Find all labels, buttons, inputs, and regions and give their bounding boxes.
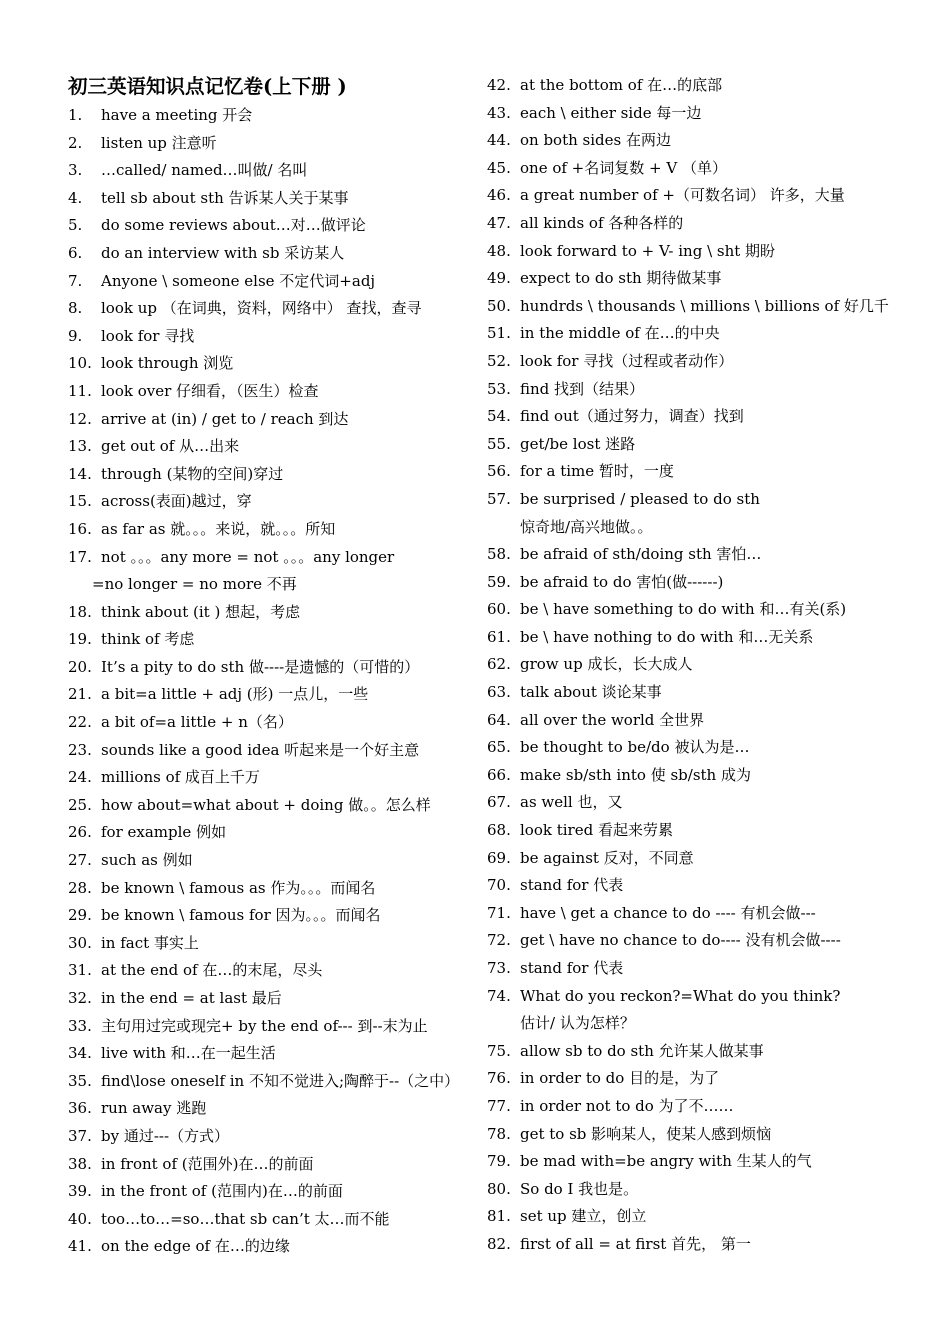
list-item <box>487 1148 907 1176</box>
list-item <box>68 792 473 820</box>
list-item <box>487 651 907 679</box>
item-text: look forward to + V- ing \ sht 期盼 <box>520 241 776 260</box>
list-item <box>68 323 473 351</box>
list-item <box>68 1040 473 1068</box>
list-item <box>487 1065 907 1093</box>
item-number: 40. <box>68 1209 92 1228</box>
list-item <box>487 210 907 238</box>
item-text: 主句用过完或现完+ by the end of--- 到--末为止 <box>101 1016 428 1035</box>
item-text: look tired 看起来劳累 <box>520 821 673 840</box>
item-text: be mad with=be angry with 生某人的气 <box>520 1152 812 1171</box>
item-text: expect to do sth 期待做某事 <box>520 269 722 288</box>
item-number: 74. <box>487 986 511 1005</box>
item-text: It’s a pity to do sth 做----是遗憾的（可惜的） <box>101 657 420 676</box>
page-title: 初三英语知识点记忆卷(上下册 ) <box>68 75 347 98</box>
list-item <box>487 845 907 873</box>
item-number: 38. <box>68 1154 92 1173</box>
item-text: a bit=a little + adj (形) 一点儿，一些 <box>101 685 369 704</box>
item-text: get/be lost 迷路 <box>520 434 636 453</box>
item-number: 70. <box>487 876 511 895</box>
item-text: look for 寻找 <box>101 326 195 345</box>
item-number: 17. <box>68 547 92 566</box>
item-text: one of +名词复数 + V （单） <box>520 158 727 177</box>
list-item <box>68 240 473 268</box>
item-text: in the end = at last 最后 <box>101 989 282 1007</box>
list-item <box>487 100 907 128</box>
list-item <box>68 295 473 323</box>
item-text: as far as 就。。。来说，就。。。所知 <box>101 519 336 538</box>
item-number: 61. <box>487 627 511 646</box>
list-item <box>487 541 907 569</box>
item-number: 81. <box>487 1207 511 1226</box>
item-number: 51. <box>487 324 511 343</box>
item-text: not 。。。any more = not 。。。any longer <box>101 547 395 566</box>
item-text: as well 也，又 <box>520 793 623 812</box>
list-item <box>487 789 907 817</box>
item-number: 7. <box>68 271 83 290</box>
item-text: sounds like a good idea 听起来是一个好主意 <box>101 740 420 759</box>
item-number: 1. <box>68 106 83 124</box>
item-text: do some reviews about…对…做评论 <box>101 216 366 235</box>
item-number: 57. <box>487 489 511 508</box>
item-text: hundrds \ thousands \ millions \ billions of 好几千 <box>520 296 889 315</box>
item-number: 34. <box>68 1044 92 1063</box>
list-item <box>68 1151 473 1179</box>
item-number: 37. <box>68 1126 92 1145</box>
item-number: 75. <box>487 1041 511 1060</box>
list-item <box>68 626 473 654</box>
item-number: 54. <box>487 407 511 426</box>
item-text: live with 和…在一起生活 <box>101 1044 276 1063</box>
list-item <box>487 127 907 155</box>
item-text: talk about 谈论某事 <box>520 683 662 702</box>
list-item <box>487 320 907 348</box>
item-text: at the bottom of 在…的底部 <box>520 76 723 94</box>
item-number: 50. <box>487 296 511 315</box>
item-number: 66. <box>487 765 511 784</box>
item-text: in fact 事实上 <box>101 933 199 952</box>
item-number: 68. <box>487 821 511 840</box>
item-text: tell sb about sth 告诉某人关于某事 <box>101 188 349 207</box>
item-text: make sb/sth into 使 sb/sth 成为 <box>520 765 751 784</box>
item-number: 64. <box>487 710 511 729</box>
item-number: 4. <box>68 188 83 207</box>
item-text: have a meeting 开会 <box>101 106 253 124</box>
list-item <box>487 569 907 597</box>
item-text: such as 例如 <box>101 851 193 870</box>
item-number: 6. <box>68 243 83 262</box>
list-item <box>68 268 473 296</box>
item-number: 28. <box>68 878 92 897</box>
item-number: 20. <box>68 657 92 676</box>
item-number: 25. <box>68 795 92 814</box>
list-item <box>68 1095 473 1123</box>
list-item <box>487 707 907 735</box>
list-item <box>487 1231 907 1259</box>
item-number: 22. <box>68 713 92 732</box>
list-item <box>68 737 473 765</box>
list-item <box>68 212 473 240</box>
list-item <box>487 458 907 486</box>
list-item <box>487 1121 907 1149</box>
list-item <box>68 681 473 709</box>
list-item <box>68 847 473 875</box>
item-number: 36. <box>68 1099 92 1118</box>
item-text: So do I 我也是。 <box>520 1179 639 1198</box>
item-number: 30. <box>68 933 92 952</box>
item-text: in order to do 目的是，为了 <box>520 1069 720 1088</box>
list-item <box>487 762 907 790</box>
list-item <box>68 1013 473 1041</box>
list-item <box>487 431 907 459</box>
item-number: 79. <box>487 1152 511 1171</box>
item-text: be known \ famous as 作为。。。而闻名 <box>101 878 376 897</box>
item-text: be surprised / pleased to do sth <box>520 489 760 508</box>
item-text: in the middle of 在…的中央 <box>520 324 720 343</box>
item-text: be thought to be/do 被认为是… <box>520 738 750 757</box>
item-text: in front of (范围外)在…的前面 <box>101 1154 314 1173</box>
item-number: 72. <box>487 931 511 950</box>
list-item <box>68 350 473 378</box>
left-column <box>68 72 473 1261</box>
item-text: on the edge of 在…的边缘 <box>101 1237 290 1256</box>
item-number: 9. <box>68 326 83 345</box>
list-item <box>68 654 473 682</box>
item-text: set up 建立，创立 <box>520 1207 647 1226</box>
item-text: on both sides 在两边 <box>520 131 671 150</box>
item-text: look through 浏览 <box>101 354 234 373</box>
item-number: 33. <box>68 1016 92 1035</box>
item-number: 71. <box>487 903 511 922</box>
item-text: across(表面)越过，穿 <box>101 492 252 511</box>
list-item <box>487 983 907 1011</box>
item-number: 49. <box>487 269 511 288</box>
item-number: 15. <box>68 492 92 511</box>
item-text: in order not to do 为了不…… <box>520 1096 734 1115</box>
item-number: 69. <box>487 848 511 867</box>
item-text: through (某物的空间)穿过 <box>101 464 284 483</box>
item-number: 65. <box>487 738 511 757</box>
list-item <box>487 238 907 266</box>
list-item <box>487 817 907 845</box>
item-number: 27. <box>68 851 92 870</box>
item-number: 55. <box>487 434 511 453</box>
list-item <box>487 486 907 514</box>
list-item <box>68 1233 473 1261</box>
item-text: for a time 暂时，一度 <box>520 462 674 481</box>
item-number: 41. <box>68 1237 92 1256</box>
item-text: too…to…=so…that sb can’t 太…而不能 <box>101 1209 390 1228</box>
item-number: 44. <box>487 131 511 150</box>
item-text: listen up 注意听 <box>101 133 217 152</box>
item-text: each \ either side 每一边 <box>520 103 702 122</box>
list-item <box>487 155 907 183</box>
item-text: get to sb 影响某人，使某人感到烦恼 <box>520 1124 772 1143</box>
item-text: find\lose oneself in 不知不觉进入;陶醉于--（之中） <box>101 1071 460 1090</box>
item-number: 8. <box>68 299 83 318</box>
item-text: Anyone \ someone else 不定代词+adj <box>101 271 376 290</box>
list-item <box>68 433 473 461</box>
list-item <box>487 376 907 404</box>
item-text: all over the world 全世界 <box>520 710 705 729</box>
item-number: 82. <box>487 1234 511 1253</box>
item-text: arrive at (in) / get to / reach 到达 <box>101 409 349 428</box>
item-number: 76. <box>487 1069 511 1088</box>
item-text: for example 例如 <box>101 823 227 842</box>
item-number: 32. <box>68 989 92 1007</box>
item-number: 14. <box>68 464 92 483</box>
list-item <box>68 461 473 489</box>
item-text: run away 逃跑 <box>101 1099 207 1118</box>
list-item <box>487 265 907 293</box>
list-item <box>487 1038 907 1066</box>
item-number: 29. <box>68 906 92 925</box>
item-text: grow up 成长，长大成人 <box>520 655 693 674</box>
item-number: 11. <box>68 381 92 400</box>
item-number: 77. <box>487 1096 511 1115</box>
list-item <box>68 1178 473 1206</box>
item-number: 59. <box>487 572 511 591</box>
item-text: be \ have something to do with 和…有关(系) <box>520 600 847 619</box>
list-item <box>68 378 473 406</box>
list-item <box>68 709 473 737</box>
item-number: 43. <box>487 103 511 122</box>
item-text: get \ have no chance to do---- 没有机会做---- <box>520 931 841 950</box>
item-number: 67. <box>487 793 511 812</box>
item-text: in the front of (范围内)在…的前面 <box>101 1182 343 1201</box>
item-number: 16. <box>68 519 92 538</box>
list-item <box>68 130 473 158</box>
item-number: 48. <box>487 241 511 260</box>
list-item <box>487 927 907 955</box>
item-text: look up （在词典，资料，网络中） 查找，查寻 <box>101 299 422 318</box>
item-text: do an interview with sb 采访某人 <box>101 243 345 262</box>
item-text: at the end of 在…的末尾，尽头 <box>101 961 323 980</box>
item-number: 56. <box>487 462 511 481</box>
list-item <box>68 875 473 903</box>
item-number: 58. <box>487 545 511 564</box>
list-item <box>68 957 473 985</box>
item-text: be known \ famous for 因为。。。而闻名 <box>101 906 381 925</box>
item-text: get out of 从…出来 <box>101 437 240 456</box>
item-number: 18. <box>68 602 92 621</box>
list-item <box>68 185 473 213</box>
item-number: 78. <box>487 1124 511 1143</box>
list-item <box>487 734 907 762</box>
item-number: 47. <box>487 213 511 232</box>
item-text: think of 考虑 <box>101 630 195 649</box>
item-number: 52. <box>487 351 511 370</box>
item-continuation: 惊奇地/高兴地做。。 <box>520 517 653 536</box>
item-number: 60. <box>487 600 511 619</box>
item-text: have \ get a chance to do ---- 有机会做--- <box>520 903 816 922</box>
list-item <box>68 488 473 516</box>
list-item <box>68 1123 473 1151</box>
item-text: be afraid of sth/doing sth 害怕… <box>520 545 762 564</box>
item-number: 21. <box>68 685 92 704</box>
item-text: a great number of +（可数名词） 许多，大量 <box>520 186 845 205</box>
item-text: stand for 代表 <box>520 876 624 895</box>
item-continuation: =no longer = no more 不再 <box>92 575 297 594</box>
item-text: …called/ named…叫做/ 名叫 <box>101 161 308 180</box>
list-item <box>487 872 907 900</box>
item-text: find out（通过努力，调查）找到 <box>520 407 744 426</box>
item-number: 26. <box>68 823 92 842</box>
item-text: What do you reckon?=What do you think? <box>520 986 841 1005</box>
item-number: 80. <box>487 1179 511 1198</box>
item-text: be afraid to do 害怕(做------) <box>520 572 724 591</box>
item-number: 73. <box>487 959 511 977</box>
list-item <box>487 596 907 624</box>
list-item <box>68 1068 473 1096</box>
item-number: 62. <box>487 655 511 674</box>
item-number: 39. <box>68 1182 92 1201</box>
list-item <box>68 819 473 847</box>
list-item <box>68 985 473 1013</box>
list-item <box>487 182 907 210</box>
item-text: all kinds of 各种各样的 <box>520 213 684 232</box>
item-text: first of all = at first 首先， 第一 <box>520 1234 751 1253</box>
item-text: be against 反对，不同意 <box>520 848 694 867</box>
item-number: 53. <box>487 379 511 398</box>
list-item <box>487 403 907 431</box>
item-number: 12. <box>68 409 92 428</box>
item-number: 10. <box>68 354 92 373</box>
item-text: look for 寻找（过程或者动作） <box>520 351 734 370</box>
list-item <box>68 406 473 434</box>
item-text: be \ have nothing to do with 和…无关系 <box>520 627 814 646</box>
list-item <box>487 1093 907 1121</box>
list-item <box>487 900 907 928</box>
list-item <box>487 72 907 100</box>
item-text: how about=what about + doing 做。。怎么样 <box>101 795 431 814</box>
list-item <box>68 902 473 930</box>
list-item <box>487 624 907 652</box>
item-number: 19. <box>68 630 92 649</box>
item-number: 24. <box>68 768 92 787</box>
item-number: 45. <box>487 158 511 177</box>
list-item <box>68 516 473 544</box>
right-column <box>487 72 907 1259</box>
list-item <box>68 1206 473 1234</box>
item-number: 35. <box>68 1071 92 1090</box>
item-number: 46. <box>487 186 511 205</box>
item-text: a bit of=a little + n（名） <box>101 713 293 732</box>
list-item <box>487 293 907 321</box>
item-number: 3. <box>68 161 83 180</box>
item-text: millions of 成百上千万 <box>101 768 260 787</box>
item-text: by 通过---（方式） <box>101 1126 230 1145</box>
item-number: 42. <box>487 76 511 94</box>
list-item <box>68 157 473 185</box>
item-number: 13. <box>68 437 92 456</box>
item-number: 5. <box>68 216 83 235</box>
list-item <box>487 1176 907 1204</box>
item-text: stand for 代表 <box>520 959 624 977</box>
item-number: 23. <box>68 740 92 759</box>
item-text: think about (it ) 想起，考虑 <box>101 602 301 621</box>
list-item <box>68 102 473 130</box>
list-item <box>68 764 473 792</box>
list-item <box>68 599 473 627</box>
item-number: 31. <box>68 961 92 980</box>
list-item <box>68 930 473 958</box>
list-item <box>487 1203 907 1231</box>
item-number: 2. <box>68 133 83 152</box>
list-item <box>68 544 473 572</box>
item-number: 63. <box>487 683 511 702</box>
item-text: look over 仔细看，（医生）检查 <box>101 381 319 400</box>
list-item <box>487 955 907 983</box>
list-item <box>487 679 907 707</box>
item-continuation: 估计/ 认为怎样？ <box>520 1014 635 1033</box>
item-text: find 找到（结果） <box>520 379 645 398</box>
item-text: allow sb to do sth 允许某人做某事 <box>520 1041 764 1060</box>
list-item <box>487 348 907 376</box>
